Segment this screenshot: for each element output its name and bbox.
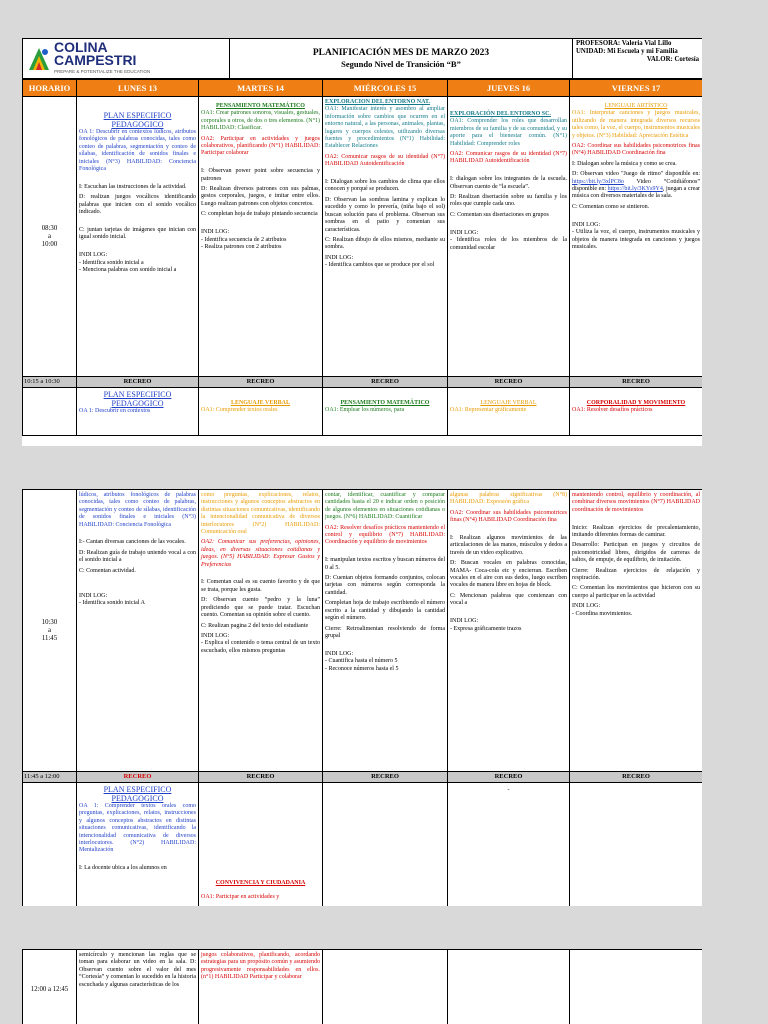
logo-line1: COLINA	[54, 39, 108, 55]
plan-especifico-heading: PLAN ESPECIFICO PEDAGOGICO	[103, 785, 172, 803]
cell-thursday-1030-top	[448, 388, 570, 436]
profesora-text: PROFESORA: Valeria Vial Lillo	[576, 40, 672, 47]
logo-cell	[23, 39, 230, 79]
inicio-text: I: Dialogan sobre la música y como se crea.	[572, 160, 677, 167]
indicador-item: - Cuantifica hasta el número 5	[325, 658, 398, 665]
row-1200	[23, 950, 703, 1024]
indicador-heading: INDI LOG:	[201, 229, 230, 236]
video-link-1[interactable]: https://bit.ly/3xlPC8o	[572, 178, 624, 185]
inicio-text: I: Realizan algunos movimientos de las articulaciones de las manos, músculos y dedos a través de un video explicativo.	[450, 535, 567, 556]
title-cell	[230, 39, 573, 79]
subject-heading: CORPORALIDAD Y MOVIMIENTO	[586, 400, 686, 406]
page-2	[22, 489, 702, 906]
desarrollo-text: D: Buscan vocales en palabras conocidas, MAMA- Coca-cola etc y encierran. Escriben vocales en el aire con sus dedos, luego escriben vocales de manera libre en hojas de block.	[450, 560, 567, 589]
indicador-heading: INDI LOG:	[325, 254, 354, 261]
logo-tagline: PREPARE & POTENTIALIZE THE EDUCATION	[54, 69, 151, 74]
cierre-text: C: completan hoja de trabajo pintando secuencia	[201, 211, 318, 218]
inicio-text: I: manipulan textos escritos y buscan números del 0 al 5.	[325, 557, 445, 571]
indicador-heading: INDI LOG:	[79, 592, 108, 599]
desarrollo-text: D: realizan juegos vocálicos identificando palabras que inicien con el sonido vocálico indicado.	[79, 194, 196, 216]
indicador-item: - Reconoce números hasta el 5	[325, 665, 399, 672]
indicador-item: - Identifica cambios que se produce por el sol	[325, 262, 435, 269]
schedule-table-2	[22, 489, 702, 906]
cell-monday-1200-top	[77, 783, 199, 907]
indicador-item: - Utiliza la voz, el cuerpo, instrumentos musicales y objetos de manera integrada en canciones y juegos musicales.	[572, 229, 700, 250]
recreo-label: RECREO	[570, 377, 703, 388]
day-header-row	[23, 80, 703, 97]
schedule-table-3	[22, 949, 702, 1024]
indicador-heading: INDI LOG:	[450, 618, 479, 625]
cell-wednesday-1200	[323, 950, 448, 1024]
inicio-text: I: Observan power point sobre secuencias y patrones	[201, 168, 320, 182]
row-0830	[23, 97, 703, 377]
desarrollo-text-3: , juegan a crear música con diversos materiales de la sala.	[572, 186, 700, 200]
cierre-text: C: Realizan dibujo de ellos mismos, mediante su sombra.	[325, 236, 445, 251]
recreo-time: 10:15 a 10:30	[23, 377, 77, 388]
dash-mark: -	[507, 787, 510, 793]
desarrollo-text	[572, 171, 700, 201]
subject-heading: LENGUAJE VERBAL	[480, 400, 537, 406]
indicador-item: - Identifica sonido inicial a	[79, 259, 144, 266]
indicador-item: - Identifica secuencia de 2 atributos	[201, 236, 287, 243]
oa2-text: OA2: Coordinar sus habilidades psicomotrices finas (N°4) HABILIDAD Coordinación fina	[572, 143, 700, 157]
oa-text: OA1: Representar gráficamente	[450, 407, 527, 414]
oa-text: lúdicos, atributos fonológicos de palabras conocidas, tales como conteo de palabras, segmentación y conteo de sílabas, identificación de sonidos finales e iniciales (N°3) HABILIDAD: Conciencia Fonológica	[79, 492, 196, 528]
hora-header: HORARIO	[23, 80, 77, 97]
recreo-row-1	[23, 377, 703, 388]
oa-text: OA1: Resolver desafíos prácticos	[572, 407, 653, 414]
cell-friday-1200-top	[570, 783, 703, 907]
cell-monday-1030-top	[77, 388, 199, 436]
time-empty	[23, 783, 77, 907]
plan-especifico-heading: PLAN ESPECIFICO PEDAGOGICO	[103, 111, 172, 129]
day-wednesday: MIÉRCOLES 15	[323, 80, 448, 97]
cell-thursday-1200	[448, 950, 570, 1024]
recreo-row-2	[23, 772, 703, 783]
oa1-text: OA1: Crear patrones sonoros, visuales, gestuales, corporales u otros, de dos o tres elementos. (N°1) HABILIDAD: Clasificar.	[201, 110, 320, 132]
time-empty	[23, 388, 77, 436]
cell-wednesday-1030	[323, 490, 448, 772]
desarrollo-text: D: Observan las sombras lamina y explican lo sucedido y como lo prevería, (niña bajo el sol) buscan solución para el problema. Observan sus sombras en el patio y comentan sus características.	[325, 196, 445, 233]
colina-campestri-logo-icon	[27, 46, 51, 72]
inicio-text: I: dialogan sobre los integrantes de la escuela. Observan cuento de “la escuela”.	[450, 176, 567, 190]
time-0830: 08:30 a 10:00	[23, 97, 77, 377]
oa-text: OA1: Comprender textos orales	[201, 407, 278, 414]
row-1200-start	[23, 783, 703, 907]
desarrollo-text: D: Cuentan objetos formando conjuntos, colocan tarjetas con números según corresponda la cantidad.	[325, 575, 445, 596]
plan-especifico-heading: PLAN ESPECIFICO PEDAGOGICO	[103, 390, 172, 408]
desarrollo-text-1: D: Observan video "Juego de ritmo" disponible en:	[572, 171, 700, 178]
indicador-heading: INDI LOG:	[572, 221, 601, 228]
valor-text: VALOR: Cortesía	[646, 56, 699, 64]
desarrollo-text: D: Realizan guía de trabajo uniendo vocal a con el sonido inicial a	[79, 549, 196, 564]
cierre-text: C: Comentan como se sintieron.	[572, 203, 650, 210]
page-3	[22, 949, 702, 1024]
cierre-text: Cierre: Realizan ejercicios de relajación y respiración.	[572, 567, 700, 582]
cierre-text-2: Cierre: Retroalimentan resolviendo de forma grupal	[325, 625, 445, 639]
row-1030-start	[23, 388, 703, 436]
oa2-text: OA2: Resolver desafíos prácticos manteniendo el control y equilibrio (N°7) HABILIDAD: Coordinación y equilibrio de movimientos	[325, 524, 445, 546]
recreo-label: RECREO	[77, 772, 199, 783]
subject-heading: PENSAMIENTO MATEMÁTICO	[216, 103, 305, 109]
cell-tuesday-1030-top	[199, 388, 323, 436]
indicador-heading: INDI LOG:	[450, 229, 479, 236]
oa2-text: OA2: Participar en actividades y juegos colaborativos, planificando (N°1) HABILIDAD: Participar colaborar	[201, 135, 320, 157]
cell-thursday-0830	[448, 97, 570, 377]
row-1030	[23, 490, 703, 772]
desarrollo-text: Desarrollo: Participan en juegos y circuitos de psicomotricidad libres, dirigidos de carreras de saltos, de empuje, de equilibrio, de imitación.	[572, 542, 700, 564]
indicador-item: - Expresa gráficamente trazos	[450, 625, 522, 632]
cierre-text-2: C: Comentan los movimientos que hicieron con su cuerpo al participar en la actividad	[572, 585, 700, 599]
oa1-text: OA1: Interpretar canciones y juegos musicales, utilizando de manera integrada diversos recursos tales como, la voz, el cuerpo, instrumentos musicales y objetos. (N°3) Habilidad: Apreciación Estética	[572, 110, 700, 139]
cell-wednesday-1200-top	[323, 783, 448, 907]
desarrollo-text: D: Realizan disertación sobre su familia y los roles que cumple cada uno.	[450, 194, 567, 208]
indicador-item: - Menciona palabras con sonido inicial a	[79, 266, 177, 273]
inicio-text: I: La docente ubica a los alumnos en	[79, 865, 167, 872]
page-title: PLANIFICACIÓN MES DE MARZO 2023	[312, 47, 490, 58]
indicador-item: - Realiza patrones con 2 atributos	[201, 243, 282, 250]
cell-tuesday-1030	[199, 490, 323, 772]
recreo-label: RECREO	[448, 377, 570, 388]
indicador-heading: INDI LOG:	[201, 632, 230, 639]
oa-text: OA1: Participar en actividades y	[201, 893, 280, 900]
header-table	[22, 38, 702, 79]
cell-tuesday-1200	[199, 950, 323, 1024]
video-link-2[interactable]: https://bit.ly/3KYs9Y4	[607, 186, 663, 193]
inicio-text: I:- Cantan diversas canciones de las vocales.	[79, 539, 186, 546]
cierre-text: C: Comentan sus disertaciones en grupos	[450, 211, 549, 218]
cell-tuesday-1200-top	[199, 783, 323, 907]
oa-text: manteniendo control, equilibrio y coordinación, al combinar diversos movimientos (N°7) HABILIDAD coordinación de movimientos	[572, 492, 700, 513]
activity-text: semicírculo y mencionan las reglas que se toman para elaborar un video en la sala. D: Observan cuento sobre el valor del mes “Cortesía” y comentan lo sucedido en la historia escuchada y algunas características de los	[79, 952, 196, 988]
indicador-item: - Identifica roles de los miembros de la comunidad escolar	[450, 237, 567, 251]
cell-thursday-1200-top	[448, 783, 570, 907]
cierre-text: Completan hoja de trabajo escribiendo el número escrito a la cantidad y dibujando la cantidad según el número.	[325, 600, 445, 622]
cell-thursday-1030	[448, 490, 570, 772]
recreo-label: RECREO	[570, 772, 703, 783]
oa2-text: OA2: Comunicar sus preferencias, opiniones, ideas, en diversas situaciones cotidianas y juegos. (N°5) HABILIDAD: Expresar Gustos y Preferencias	[201, 539, 320, 568]
indicador-heading: INDI LOG:	[572, 603, 601, 610]
subject-heading: LENGUAJE ARTÍSTICO	[604, 103, 668, 109]
oa-text: OA 1: Comprender textos orales como preguntas, explicaciones, relatos, instrucciones y algunos conceptos abstractos en distintas situaciones comunicativas, identificando la intencionalidad comunicativa de diversos interlocutores. (N°2) HABILIDAD: Mentalización	[79, 803, 196, 854]
oa-text: juegos colaborativos, planificando, acordando estrategias para un propósito común y asumiendo progresivamente responsabilidades en ellos. (n°1) HABILIDAD Participar y colaborar	[201, 952, 320, 981]
recreo-label: RECREO	[323, 772, 448, 783]
indicador-item: - Explica el contenido o tema central de un texto escuchado, ellos mismos preguntas	[201, 640, 320, 654]
desarrollo-text: D: Realizan diversos patrones con sus palmas, gestos corporales, juegos, e imitar entre ellos. Luego realizan patrones con objetos concretos.	[201, 186, 320, 207]
recreo-label: RECREO	[199, 377, 323, 388]
cell-tuesday-0830	[199, 97, 323, 377]
subject-heading: PENSAMIENTO MATEMÁTICO	[340, 400, 430, 406]
subject-heading: EXPLORACIÓN DEL ENTORNO SC.	[450, 111, 551, 117]
cell-monday-1030	[77, 490, 199, 772]
oa-text: OA1: Emplear los números, para	[325, 407, 405, 414]
subject-heading: CONVIVENCIA Y CIUDADANIA	[215, 880, 306, 887]
indicador-item: - Coordina movimientos.	[572, 610, 633, 617]
day-monday: LUNES 13	[77, 80, 199, 97]
cierre-text: C: Comentan actividad.	[79, 567, 136, 574]
cell-wednesday-0830	[323, 97, 448, 377]
oa-text: OA 1: Descubrir en contextos lúdicos, atributos fonológicos de palabras conocidas, tales como conteo de palabras, segmentación y conteo de sílabas, identificación de sonidos finales e iniciales (N°3) HABILIDAD: Conciencia Fonológica	[79, 129, 196, 173]
indicador-heading: INDI LOG:	[325, 650, 354, 657]
oa-text: OA 1: Descubrir en contextos	[79, 408, 151, 414]
cierre-text: C: Realizan pagina 2 del texto del estudiante	[201, 622, 309, 629]
time-1030: 10:30 a 11:45	[23, 490, 77, 772]
day-thursday: JUEVES 16	[448, 80, 570, 97]
inicio-text: I: Escuchan las instrucciones de la actividad.	[79, 183, 187, 190]
oa-text: algunas palabras significativas (N°8) HABILIDAD: Expresión gráfica	[450, 492, 567, 506]
oa1-text: OA1: Manifestar interés y asombro al ampliar información sobre cambios que ocurren en el entorno natural, a las personas, animales, plantas, lugares y cuerpos celestes, utilizando diversas fuentes y procedimientos (N°1) Habilidad: Establecer Relaciones	[325, 106, 445, 150]
cell-friday-1030	[570, 490, 703, 772]
logo-line2: CAMPESTRI	[54, 52, 137, 68]
oa2-text: OA2: Comunicar rasgos de su identidad (N°7) HABILIDAD Autoidentificación	[450, 151, 567, 165]
cell-wednesday-1030-top	[323, 388, 448, 436]
inicio-text: I: Comentan cual es su cuento favorito y de que se trata, porque les gusta.	[201, 579, 320, 593]
oa-text: contar, identificar, cuantificar y comparar cantidades hasta el 20 e indicar orden o posición de algunos elementos en situaciones cotidianas o juegos. (N°6) HABILIDAD: Cuantificar	[325, 492, 445, 521]
subject-heading: EXPLORACION DEL ENTORNO NAT.	[325, 99, 431, 105]
cell-monday-0830	[77, 97, 199, 377]
oa-text: como preguntas, explicaciones, relatos, instrucciones y algunos conceptos abstractos en distintas situaciones comunicativas, identificando la intencionalidad comunicativa de diversos interlocutores (N°2) HABILIDAD: Comunicación oral	[201, 492, 320, 536]
cierre-text: C: Mencionan palabras que comienzan con vocal a	[450, 592, 567, 607]
indicador-item: - Identifica sonido inicial A	[79, 600, 145, 607]
recreo-label: RECREO	[448, 772, 570, 783]
oa1-text: OA1: Comprender los roles que desarrollan miembros de su familia y de su comunidad, y su aporte para el bienestar común. (N°1) Habilidad: Comprender roles	[450, 118, 567, 147]
cell-friday-1030-top	[570, 388, 703, 436]
recreo-time: 11:45 a 12:00	[23, 772, 77, 783]
day-tuesday: MARTES 14	[199, 80, 323, 97]
oa2-text: OA2: Comunicar rasgos de su identidad (N°7) HABILIDAD Autoidentificación	[325, 153, 445, 168]
inicio-text: I: Dialogan sobre los cambios de clima que ellos conocen y porqué se producen.	[325, 179, 445, 193]
desarrollo-text-2: Video “Cotidiáfonos” disponible en:	[572, 178, 700, 193]
cell-monday-1200	[77, 950, 199, 1024]
schedule-table-1	[22, 79, 702, 436]
page-1	[22, 38, 702, 446]
oa2-text: OA2: Coordinar sus habilidades psicomotrices finas (N°4) HABILIDAD Coordinación fina	[450, 509, 567, 524]
inicio-text: Inicio: Realizan ejercicios de precalentamiento, imitando diferentes formas de caminar.	[572, 524, 700, 539]
cell-friday-0830	[570, 97, 703, 377]
indicador-heading: INDI LOG:	[79, 252, 108, 259]
school-logo	[23, 39, 229, 78]
recreo-label: RECREO	[323, 377, 448, 388]
cierre-text: C: juntan tarjetas de imágenes que inician con igual sonido inicial.	[79, 226, 196, 241]
cell-friday-1200	[570, 950, 703, 1024]
time-1200: 12:00 a 12:45	[23, 950, 77, 1024]
subject-heading: LENGUAJE VERBAL	[230, 400, 291, 406]
recreo-label: RECREO	[199, 772, 323, 783]
recreo-label: RECREO	[77, 377, 199, 388]
day-friday: VIERNES 17	[570, 80, 703, 97]
unidad-text: UNIDAD: Mi Escuela y mi Familia	[576, 48, 678, 56]
page-subtitle: Segundo Nivel de Transición “B”	[341, 58, 461, 69]
desarrollo-text: D: Observan cuento “pedro y la luna” prediciendo que se puede tratar. Escuchan cuento. Comentan su opinión sobre el cuento.	[201, 597, 320, 619]
info-cell	[573, 39, 703, 79]
